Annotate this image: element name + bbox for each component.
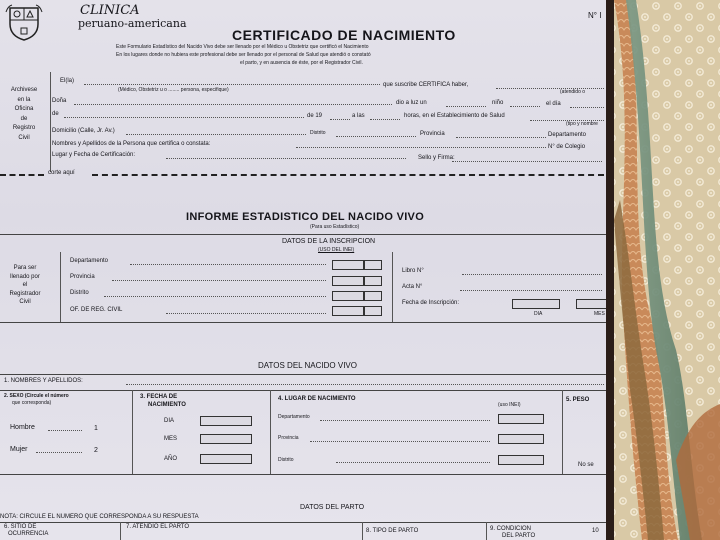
intro-line-3: el parto, y en ausencia de éste, por el Registrador Civil. xyxy=(240,60,363,66)
inscripcion-subtitle: (USO DEL INEI) xyxy=(318,247,355,253)
distrito-label: Distrito xyxy=(310,130,326,136)
insc-distrito-box-2[interactable] xyxy=(364,291,382,301)
decorative-side-panel xyxy=(606,0,720,540)
condicion-parto-label-2: DEL PARTO xyxy=(502,533,536,539)
libro-label: Libro N° xyxy=(402,268,424,274)
atendio-parto-label: 7. ATENDIO EL PARTO xyxy=(126,524,190,530)
lugar-fecha-label: Lugar y Fecha de Certificación: xyxy=(52,152,136,158)
tipo-parto-label: 8. TIPO DE PARTO xyxy=(366,528,419,534)
nac-dia-label: DIA xyxy=(164,418,175,424)
nac-departamento-label: Departamento xyxy=(278,414,310,420)
parto-title: DATOS DEL PARTO xyxy=(300,504,365,511)
insc-distrito-label: Distrito xyxy=(70,290,89,296)
nac-dia-box[interactable] xyxy=(200,416,252,426)
clinic-name: CLINICA xyxy=(80,3,140,18)
sello-firma-label: Sello y Firma: xyxy=(418,155,455,161)
nino-label: niño xyxy=(492,100,504,106)
insc-provincia-label: Provincia xyxy=(70,274,95,280)
inscripcion-title: DATOS DE LA INSCRIPCION xyxy=(282,238,376,245)
sitio-ocurrencia-label-2: OCURRENCIA xyxy=(8,531,49,537)
fecha-insc-mes-label: MES xyxy=(594,311,605,317)
nac-mes-box[interactable] xyxy=(200,434,252,444)
of-reg-box-2[interactable] xyxy=(364,306,382,316)
mujer-number[interactable]: 2 xyxy=(94,447,98,454)
fecha-inscripcion-label: Fecha de Inscripción: xyxy=(402,300,460,306)
nac-departamento-box[interactable] xyxy=(498,414,544,424)
insc-distrito-box[interactable] xyxy=(332,291,364,301)
of-reg-box[interactable] xyxy=(332,306,364,316)
parto-note: NOTA: CIRCULE EL NUMERO QUE CORRESPONDA A SU RESPUESTA xyxy=(0,514,199,520)
cut-here-label: corte aquí xyxy=(48,170,75,176)
insc-departamento-box-2[interactable] xyxy=(364,260,382,270)
fecha-insc-dia-label: DIA xyxy=(534,311,543,317)
no-se-label: No se xyxy=(578,462,594,468)
nac-ano-label: AÑO xyxy=(164,456,178,462)
archive-side-note: Archivese en la Oficina de Registro Civil xyxy=(10,87,38,141)
sexo-sublabel: que corresponda) xyxy=(12,400,52,406)
fecha-insc-dia-box[interactable] xyxy=(512,299,560,309)
de-label: de xyxy=(52,111,59,117)
nac-ano-box[interactable] xyxy=(200,454,252,464)
fecha-insc-mes-box[interactable] xyxy=(576,299,606,309)
informe-subtitle: (Para uso Estadístico) xyxy=(310,224,360,230)
peso-label: 5. PESO xyxy=(566,397,590,403)
registrador-note: Para ser llenado por el Registrador Civil xyxy=(9,265,41,305)
hombre-label: Hombre xyxy=(10,424,35,431)
coat-of-arms xyxy=(4,2,44,42)
certificate-title: CERTIFICADO DE NACIMIENTO xyxy=(232,27,456,43)
que-suscribe-label: que suscribe CERTIFICA haber, xyxy=(383,82,469,88)
de-19-label: de 19 xyxy=(307,113,323,119)
clinic-name-sub: peruano-americana xyxy=(78,17,187,30)
insc-departamento-label: Departamento xyxy=(70,258,109,264)
item-ten-label: 10 xyxy=(592,528,599,534)
nombres-apellidos-label: 1. NOMBRES Y APELLIDOS: xyxy=(4,378,83,384)
uso-inei-label: (uso INEI) xyxy=(498,402,521,408)
insc-departamento-box[interactable] xyxy=(332,260,364,270)
a-las-label: a las xyxy=(352,113,365,119)
of-reg-civil-label: OF. DE REG. CIVIL xyxy=(70,307,123,313)
nac-provincia-label: Provincia xyxy=(278,435,299,441)
mujer-label: Mujer xyxy=(10,446,28,453)
nac-mes-label: MES xyxy=(164,436,178,442)
sexo-label: 2. SEXO (Circule el número xyxy=(4,393,69,399)
lugar-nacimiento-label: 4. LUGAR DE NACIMIENTO xyxy=(278,396,356,402)
insc-provincia-box[interactable] xyxy=(332,276,364,286)
el-dia-label: el día xyxy=(546,101,561,107)
fecha-nacimiento-label-2: NACIMIENTO xyxy=(148,402,186,408)
acta-label: Acta N° xyxy=(402,284,423,290)
tipo-nombre-label: (tipo y nombre xyxy=(566,121,598,127)
nac-distrito-box[interactable] xyxy=(498,455,544,465)
intro-line-2: En los lugares donde no hubiera este profesional debe ser llenado por el personal de Salud que atendió o constató xyxy=(116,52,371,58)
horas-label: horas, en el Establecimiento de Salud xyxy=(404,113,505,119)
nacido-title: DATOS DEL NACIDO VIVO xyxy=(258,361,357,370)
colegio-label: N° de Colegio xyxy=(548,144,586,150)
insc-provincia-box-2[interactable] xyxy=(364,276,382,286)
dio-a-luz-label: dio a luz un xyxy=(396,100,427,106)
hombre-number[interactable]: 1 xyxy=(94,425,98,432)
medico-note: (Médico, Obstetriz u o ........ persona, especifique) xyxy=(118,87,229,93)
condicion-parto-label: 9. CONDICION xyxy=(490,526,532,532)
fecha-nacimiento-label: 3. FECHA DE xyxy=(140,394,178,400)
sitio-ocurrencia-label: 6. SITIO DE xyxy=(4,524,37,530)
dona-label: Doña xyxy=(52,98,67,104)
nac-provincia-box[interactable] xyxy=(498,434,544,444)
provincia-label: Provincia xyxy=(420,131,445,137)
el-la-label: El(la) xyxy=(60,78,75,84)
intro-line-1: Este Formulario Estadístico del Nacido Vivo debe ser llenado por el Médico u Obstetriz que certificó el Nacimiento xyxy=(116,44,369,50)
nombres-persona-label: Nombres y Apellidos de la Persona que certifica o constata: xyxy=(52,141,211,147)
nac-distrito-label: Distrito xyxy=(278,457,294,463)
atendido-label: (atendido o xyxy=(560,89,586,95)
certificate-number-label: N° I xyxy=(588,11,602,20)
departamento-label: Departamento xyxy=(548,132,587,138)
informe-title: INFORME ESTADISTICO DEL NACIDO VIVO xyxy=(186,211,425,223)
domicilio-label: Domicilio (Calle, Jr. Av.) xyxy=(52,128,115,134)
